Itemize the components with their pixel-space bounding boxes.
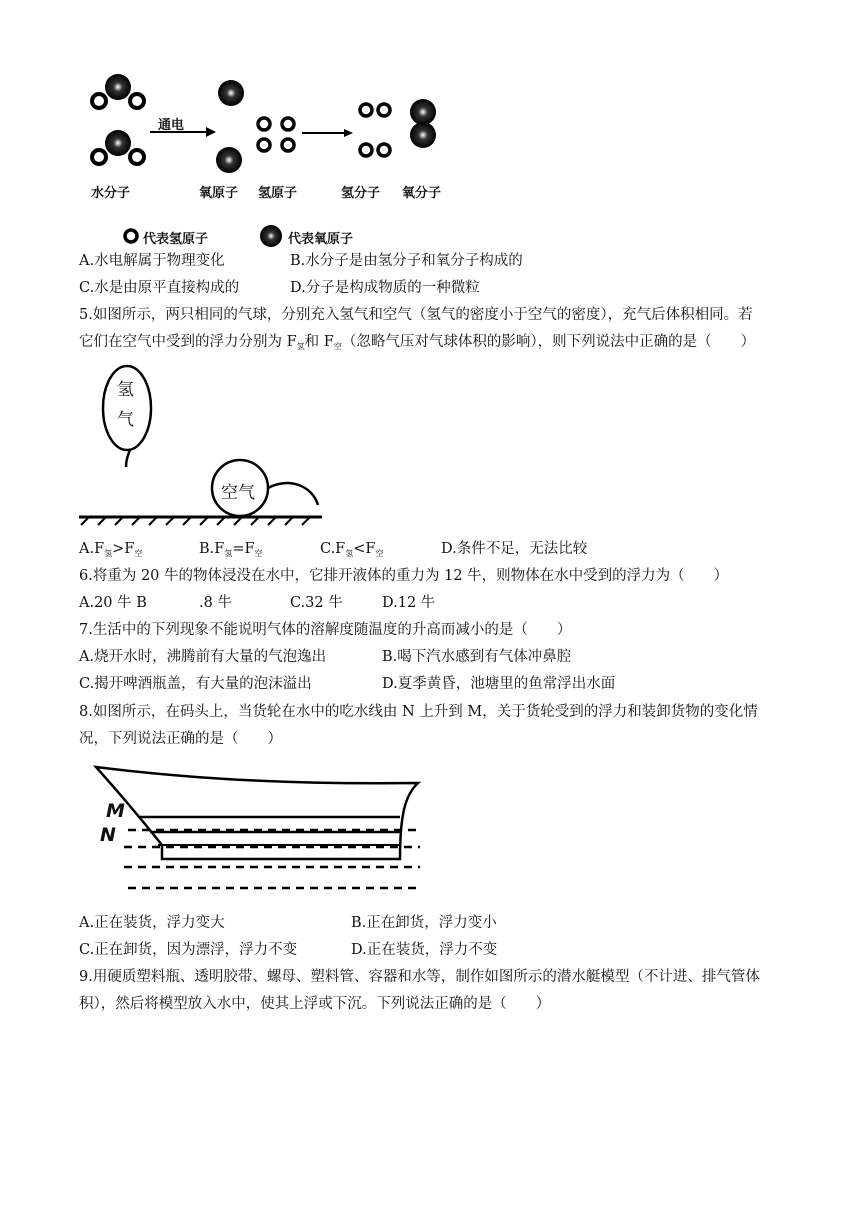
legend-oxygen: 代表氧原子 [288, 232, 354, 247]
hydrogen-legend-icon [125, 230, 137, 242]
air-balloon-string [268, 483, 318, 505]
electrolysis-diagram [0, 0, 860, 260]
oxygen-legend-icon [260, 225, 282, 247]
q9-stem-line2: 积），然后将模型放入水中，使其上浮或下沉。下列说法正确的是（ ） [79, 996, 551, 1012]
q7-option-b[interactable]: B.喝下汽水感到有气体冲鼻腔 [382, 649, 572, 665]
q7-option-d[interactable]: D.夏季黄昏，池塘里的鱼常浮出水面 [382, 676, 616, 692]
q5-option-b[interactable]: $B.F_氢=F_空$ [199, 541, 263, 558]
label-m: M [106, 800, 125, 822]
q4-option-d[interactable]: D.分子是构成物质的一种微粒 [290, 280, 480, 296]
hydrogen-balloon-string [126, 450, 130, 467]
q5-option-a[interactable]: $A.F_氢>F_空$ [79, 541, 143, 558]
q6-option-c[interactable]: C.32 牛 [290, 595, 343, 611]
oxygen-atom-icon [218, 80, 244, 106]
q8-stem-line1: 8.如图所示，在码头上，当货轮在水中的吃水线由 N 上升到 M，关于货轮受到的浮力和装卸货物的变化情 [79, 704, 758, 720]
q8-option-d[interactable]: D.正在装货，浮力不变 [351, 942, 498, 958]
q8-stem-line2: 况，下列说法正确的是（ ） [79, 731, 282, 747]
q7-option-a[interactable]: A.烧开水时，沸腾前有大量的气泡逸出 [79, 649, 327, 665]
balloon-label-h1: 氢 [117, 380, 134, 400]
label-n: N [100, 824, 116, 846]
q8-option-c[interactable]: C.正在卸货，因为漂浮，浮力不变 [79, 942, 298, 958]
arrow-icon [302, 129, 353, 137]
q5-option-d[interactable]: D.条件不足，无法比较 [441, 541, 588, 557]
q9-stem-line1: 9.用硬质塑料瓶、透明胶带、螺母、塑料管、容器和水等，制作如图所示的潜水艇模型（不计进、排气管体 [79, 969, 760, 985]
legend-hydrogen: 代表氢原子 [143, 232, 209, 247]
hydrogen-molecule-label: 氢分子 [341, 186, 381, 201]
oxygen-atom-label: 氧原子 [199, 186, 239, 201]
arrow-label: 通电 [158, 118, 185, 133]
water-molecule-icon [92, 130, 144, 164]
hydrogen-atoms-icon [258, 118, 294, 151]
q7-option-c[interactable]: C.揭开啤酒瓶盖，有大量的泡沫溢出 [79, 676, 312, 692]
oxygen-molecule-label: 氧分子 [402, 186, 442, 201]
q6-stem: 6.将重为 20 牛的物体浸没在水中，它排开液体的重力为 12 牛，则物体在水中受到的浮力为（ ） [79, 568, 729, 584]
q7-stem: 7.生活中的下列现象不能说明气体的溶解度随温度的升高而减小的是（ ） [79, 622, 572, 638]
q5-option-c[interactable]: $C.F_氢<F_空$ [320, 541, 384, 558]
water-molecule-icon [92, 74, 144, 108]
balloon-label-h2: 气 [117, 410, 134, 430]
ship-diagram [0, 755, 860, 905]
q5-stem-line1: 5.如图所示，两只相同的气球，分别充入氢气和空气（氢气的密度小于空气的密度），充气后体积相同。若 [79, 307, 753, 323]
q5-stem-line2: 它们在空气中受到的浮力分别为 $F_氢$和 $F_空$（忽略气压对气球体积的影响），则下列说法中正确的是（ ） [79, 334, 756, 351]
oxygen-molecule-icon [410, 99, 436, 148]
q8-option-b[interactable]: B.正在卸货，浮力变小 [351, 915, 497, 931]
water-molecule-label: 水分子 [91, 186, 131, 201]
q6-option-b[interactable]: .8 牛 [199, 595, 232, 611]
q4-option-b[interactable]: B.水分子是由氢分子和氧分子构成的 [290, 253, 523, 269]
balloon-label-air: 空气 [221, 483, 255, 503]
q8-option-a[interactable]: A.正在装货，浮力变大 [79, 915, 225, 931]
q4-option-c[interactable]: C.水是由原平直接构成的 [79, 280, 240, 296]
q6-option-a[interactable]: A.20 牛 B [79, 595, 147, 611]
hydrogen-molecules-icon [360, 104, 390, 156]
q4-option-a[interactable]: A.水电解属于物理变化 [79, 253, 225, 269]
q6-option-d[interactable]: D.12 牛 [382, 595, 436, 611]
hydrogen-atom-label: 氢原子 [258, 186, 298, 201]
oxygen-atom-icon [216, 147, 242, 173]
